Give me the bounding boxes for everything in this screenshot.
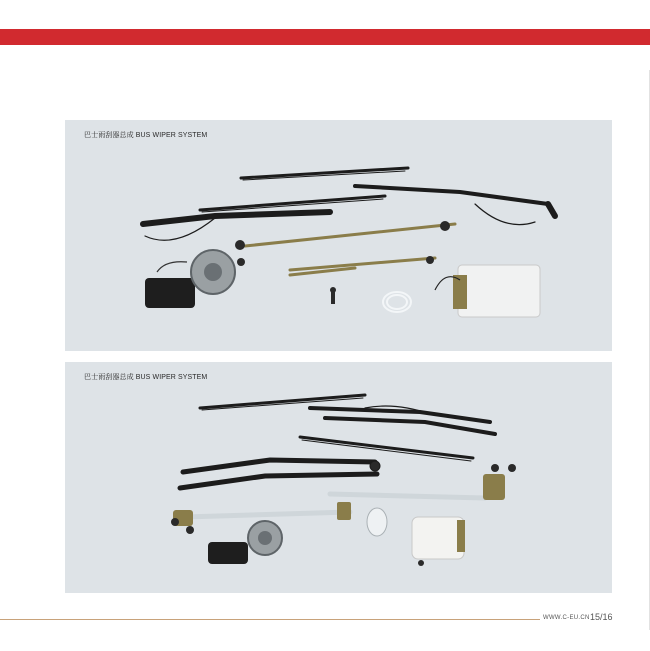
washer-reservoir (435, 265, 540, 317)
wiper-blade (200, 196, 385, 212)
footer-rule (0, 619, 540, 620)
product-panel-2 (65, 362, 612, 593)
washer-reservoir (412, 517, 465, 566)
panel-caption: 巴士雨刮器总成 BUS WIPER SYSTEM (84, 132, 208, 139)
footer-url: WWW.C-EU.CN (543, 615, 590, 621)
panel-caption: 巴士雨刮器总成 BUS WIPER SYSTEM (84, 374, 208, 381)
wiper-arm (355, 186, 555, 225)
wiper-motor (208, 521, 282, 564)
product-panel-1 (65, 120, 612, 351)
wiper-motor (145, 250, 235, 308)
header-red-band (0, 29, 650, 45)
linkage-rod (245, 224, 455, 275)
wiper-arm (310, 406, 495, 434)
wiper-arm (180, 460, 380, 488)
wiper-system-photo-1 (65, 120, 612, 351)
wiper-blade (241, 168, 408, 180)
wiper-system-photo-2 (65, 362, 612, 593)
pivot (235, 221, 450, 304)
linkage-rod (185, 494, 485, 517)
wiper-arm (143, 212, 330, 240)
wiper-blade (300, 437, 473, 461)
washer-pump (367, 508, 387, 536)
page-number: 15/16 (590, 612, 613, 622)
washer-hose (383, 292, 411, 312)
